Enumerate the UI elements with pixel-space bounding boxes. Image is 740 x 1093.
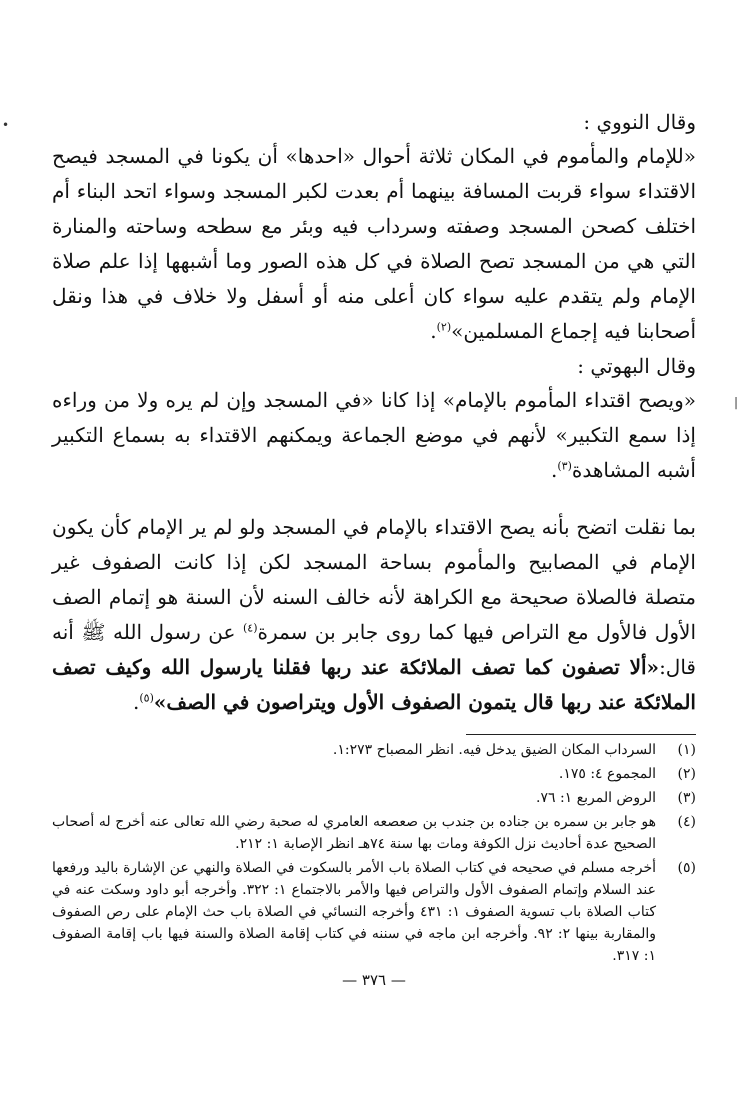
footnote-number: (٥) xyxy=(677,860,696,876)
margin-dot: • xyxy=(2,118,10,132)
author-paragraph-text: بما نقلت اتضح بأنه يصح الاقتداء بالإمام في المسجد ولو لم ير الإمام كأن يكون الإمام في المصابيح والمأموم بساحة المسجد لكن إذا كانت الصفوف غير متصلة فالصلاة صحيحة مع الكراهة لأنه خالف السنه لأن السنة هو إتمام الصف الأول فالأول مع التراص فيها كما روى جابر بن سمرة xyxy=(52,515,696,644)
footnotes xyxy=(52,739,696,967)
footnote-number: (١) xyxy=(677,742,696,758)
footnote-item xyxy=(52,787,696,809)
footnote-ref-3: (٣) xyxy=(557,459,572,473)
footnote-divider xyxy=(466,734,696,735)
footnote-number: (٣) xyxy=(677,790,696,806)
footnote-text: الروض المربع ١: ٧٦. xyxy=(536,790,656,806)
margin-mark: | xyxy=(733,395,738,409)
buhuti-heading: وقال البهوتي : xyxy=(577,354,696,378)
footnote-item xyxy=(52,811,696,855)
document-page xyxy=(52,105,696,989)
buhuti-quote: «ويصح اقتداء المأموم بالإمام» إذا كانا «في المسجد وإن لم يره ولا من وراءه إذا سمع التكبير» لأنهم في موضع الجماعة ويمكنهم الاقتداء به بسماع التكبير أشبه المشاهدة$^{(٣)}$. xyxy=(52,388,696,482)
footnote-text: هو جابر بن سمره بن جناده بن جندب بن صعصعه العامري له صحبة رضي الله تعالى عنه أخرج له أصحاب الصحيح عدة أحاديث نزل الكوفة ومات بها سنة ٧٤هـ انظر الإصابة ١: ٢١٢. xyxy=(52,814,656,852)
footnote-text: أخرجه مسلم في صحيحه في كتاب الصلاة باب الأمر بالسكوت في الصلاة والنهي عن الإشارة باليد ورفعها عند السلام وإتمام الصفوف الأول والتراص فيها والأمر بالاجتماع ١: ٣٢٢. وأخرجه أبو داود وسكت عنه في كتاب الصلاة باب تسوية الصفوف ١: ٤٣١ وأخرجه النسائي في الصلاة باب حث الإمام على رص الصفوف والمقاربة بينها ٢: ٩٢. وأخرجه ابن ماجه في سننه في كتاب إقامة الصلاة والسنة فيها باب إقامة الصفوف ١: ٣١٧. xyxy=(52,860,656,964)
nawawi-quote-text: «للإمام والمأموم في المكان ثلاثة أحوال «احدها» أن يكونا في المسجد فيصح الاقتداء سواء قربت المسافة بينهما أم بعدت لكبر المسجد وسواء اتحد البناء أم اختلف كصحن المسجد وصفته وسرداب فيه وبئر مع سطحه وساحته والمنارة التي هي من المسجد تصح الصلاة في كل هذه الصور وما أشبهها إذا علم صلاة الإمام ولم يتقدم عليه سواء كان أعلى منه أو أسفل ولا خلاف في هذا ونقل أصحابنا فيه إجماع المسلمين» xyxy=(52,144,696,343)
buhuti-quote-text: «ويصح اقتداء المأموم بالإمام» إذا كانا «في المسجد وإن لم يره ولا من وراءه إذا سمع التكبير» لأنهم في موضع الجماعة ويمكنهم الاقتداء به بسماع التكبير أشبه المشاهدة xyxy=(52,388,696,482)
author-paragraph: بما نقلت اتضح بأنه يصح الاقتداء بالإمام في المسجد ولو لم ير الإمام كأن يكون الإمام في المصابيح والمأموم بساحة المسجد لكن إذا كانت الصفوف غير متصلة فالصلاة صحيحة مع الكراهة لأنه خالف السنه لأن السنة هو إتمام الصف الأول فالأول مع التراص فيها كما روى جابر بن سمرة$^{(٤)}$ عن رسول الله ﷺ أنه قال:«ألا تصفون كما تصف الملائكة عند ربها فقلنا يارسول الله وكيف تصف الملائكة عند ربها قال يتمون الصفوف الأول ويتراصون في الصف»$^{(٥)}$. xyxy=(52,515,696,714)
footnote-item xyxy=(52,763,696,785)
footnote-ref-5: (٥) xyxy=(139,691,154,705)
footnote-number: (٤) xyxy=(677,814,696,830)
hadith-quote: «ألا تصفون كما تصف الملائكة عند ربها فقلنا يارسول الله وكيف تصف الملائكة عند ربها قال يتمون الصفوف الأول ويتراصون في الصف» xyxy=(52,655,696,714)
footnote-item xyxy=(52,739,696,761)
page-number: — ٣٧٦ — xyxy=(342,971,406,989)
paragraph-gap xyxy=(52,488,696,510)
nawawi-heading: وقال النووي : xyxy=(583,110,696,134)
footnote-item xyxy=(52,857,696,967)
footnote-ref-4: (٤) xyxy=(242,621,258,635)
footnote-text: السرداب المكان الضيق يدخل فيه. انظر المصباح ١:٢٧٣. xyxy=(332,742,656,758)
author-paragraph-text-2: عن رسول الله ﷺ أنه قال: xyxy=(52,620,696,679)
footnote-text: المجموع ٤: ١٧٥. xyxy=(558,766,656,782)
footnote-number: (٢) xyxy=(677,766,696,782)
nawawi-quote: «للإمام والمأموم في المكان ثلاثة أحوال «احدها» أن يكونا في المسجد فيصح الاقتداء سواء قربت المسافة بينهما أم بعدت لكبر المسجد وسواء اتحد البناء أم اختلف كصحن المسجد وصفته وسرداب فيه وبئر مع سطحه وساحته والمنارة التي هي من المسجد تصح الصلاة في كل هذه الصور وما أشبهها إذا علم صلاة الإمام ولم يتقدم عليه سواء كان أعلى منه أو أسفل ولا خلاف في هذا ونقل أصحابنا فيه إجماع المسلمين»$^{(٢)}$. xyxy=(52,144,696,343)
footnote-ref-2: (٢) xyxy=(436,320,452,334)
